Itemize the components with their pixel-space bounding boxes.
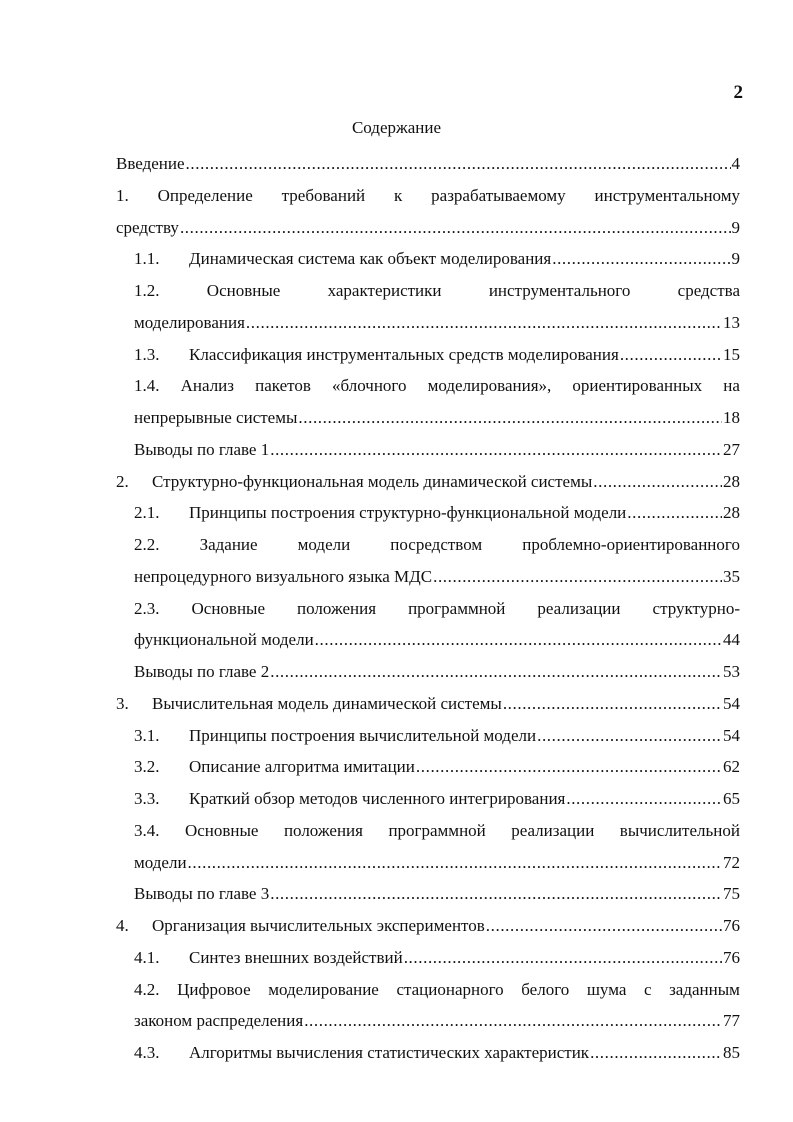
toc-word: стационарного	[396, 979, 504, 999]
dot-leader	[416, 751, 722, 783]
toc-page-number: 35	[723, 566, 740, 586]
toc-entry-section-4-1[interactable]	[116, 942, 740, 974]
toc-page-number: 85	[723, 1043, 740, 1062]
toc-section-number: 4.3.	[134, 1043, 160, 1062]
toc-word: к	[394, 185, 403, 205]
toc-entry-section-3-4-line-1[interactable]	[116, 815, 740, 847]
toc-word: с	[643, 979, 652, 999]
toc-section-number: 1.3.	[134, 344, 160, 364]
toc-entry-conclusions-3[interactable]	[116, 878, 740, 910]
toc-page-number: 65	[723, 789, 740, 808]
toc-entry-text: непрерывные системы	[134, 408, 298, 427]
toc-section-number: 2.	[116, 471, 129, 491]
page-number: 2	[733, 82, 743, 103]
dot-leader	[270, 434, 722, 466]
toc-section-number: 2.2.	[134, 535, 160, 554]
toc-page-number: 76	[723, 947, 740, 967]
toc-word: реализации	[537, 598, 621, 618]
dot-leader	[180, 212, 731, 244]
page-title: Содержание	[351, 118, 442, 137]
toc-word: положения	[297, 598, 377, 618]
toc-page-number: 77	[723, 1011, 740, 1031]
toc-word: требований	[281, 185, 366, 205]
toc-page-number: 9	[731, 217, 740, 237]
toc-entry-text: модели	[134, 852, 187, 872]
toc-entry-section-3-3[interactable]	[116, 783, 740, 815]
toc-word: разрабатываемому	[431, 185, 566, 205]
toc-entry-text: Структурно-функциональная модель динамической системы	[152, 471, 593, 491]
toc-entry-chapter-1-line-1[interactable]	[116, 180, 740, 212]
toc-entry-section-4-2-line-2[interactable]	[116, 1005, 740, 1037]
toc-word: программной	[408, 598, 506, 618]
toc-entry-conclusions-1[interactable]	[116, 434, 740, 466]
toc-word: положения	[283, 820, 363, 840]
toc-word: «блочного	[332, 376, 407, 396]
toc-word: средства	[677, 281, 740, 300]
toc-entry-section-3-4-line-2[interactable]	[116, 847, 740, 879]
toc-entry-text: Синтез внешних воздействий	[189, 947, 403, 967]
toc-word: проблемно-ориентированного	[522, 535, 740, 554]
toc-word: программной	[388, 820, 486, 840]
toc-word: Основные	[206, 281, 281, 300]
dot-leader	[404, 942, 722, 974]
toc-entry-text: Организация вычислительных экспериментов	[152, 916, 485, 935]
toc-entry-text: Выводы по главе 1	[134, 439, 270, 459]
toc-word: инструментального	[488, 281, 631, 300]
toc-section-number: 1.2.	[134, 281, 160, 300]
toc-entry-text: Алгоритмы вычисления статистических характеристик	[189, 1043, 590, 1062]
toc-entry-chapter-1-line-2[interactable]	[116, 212, 740, 244]
dot-leader	[566, 783, 722, 815]
toc-entry-chapter-3[interactable]	[116, 688, 740, 720]
toc-word: Основные	[184, 820, 259, 840]
toc-page-number: 62	[723, 757, 740, 777]
toc-entry-section-2-2-line-2[interactable]	[116, 561, 740, 593]
toc-word: на	[723, 376, 740, 396]
toc-word: Задание	[199, 535, 258, 554]
toc-entry-text: Принципы построения вычислительной модели	[189, 725, 537, 745]
toc-entry-text: функциональной модели	[134, 630, 314, 650]
toc-word: реализации	[511, 820, 595, 840]
toc-word: заданным	[669, 979, 740, 999]
toc-section-number: 2.3.	[134, 598, 160, 618]
toc-word: вычислительной	[619, 820, 740, 840]
toc-page-number: 75	[723, 884, 740, 904]
toc-entry-text: моделирования	[134, 312, 245, 332]
toc-word: модели	[297, 535, 351, 554]
toc-word: белого	[521, 979, 570, 999]
toc-section-number: 3.	[116, 693, 129, 713]
toc-entry-section-1-1[interactable]	[116, 243, 740, 275]
toc-entry-section-1-2-line-2[interactable]	[116, 307, 740, 339]
toc-entry-text: непроцедурного визуального языка МДС	[134, 566, 433, 586]
dot-leader	[590, 1037, 722, 1069]
dot-leader	[246, 307, 722, 339]
toc-entry-section-2-3-line-1[interactable]	[116, 593, 740, 625]
toc-entry-section-2-1[interactable]	[116, 497, 740, 529]
toc-section-number: 1.4.	[134, 376, 160, 396]
toc-word: посредством	[390, 535, 483, 554]
toc-entry-text: Выводы по главе 3	[134, 884, 270, 904]
toc-page-number: 18	[723, 408, 740, 427]
toc-page-number: 72	[723, 852, 740, 872]
toc-entry-section-3-1[interactable]	[116, 720, 740, 752]
toc-page-number: 15	[723, 344, 740, 364]
toc-entry-text: Краткий обзор методов численного интегрирования	[189, 789, 566, 808]
toc-word: пакетов	[255, 376, 311, 396]
dot-leader	[298, 402, 722, 434]
toc-entry-text: средству	[116, 217, 179, 237]
toc-entry-section-2-3-line-2[interactable]	[116, 624, 740, 656]
toc-page-number: 76	[723, 916, 740, 935]
dot-leader	[593, 466, 722, 498]
toc-entry-conclusions-2[interactable]	[116, 656, 740, 688]
toc-section-number: 3.3.	[134, 789, 160, 808]
toc-page-number: 28	[723, 503, 740, 523]
dot-leader	[186, 148, 731, 180]
dot-leader	[188, 847, 722, 879]
toc-entry-intro[interactable]	[116, 148, 740, 180]
toc-entry-section-2-2-line-1[interactable]	[116, 529, 740, 561]
toc-entry-text: законом распределения	[134, 1011, 304, 1031]
toc-entry-section-4-2-line-1[interactable]	[116, 974, 740, 1006]
toc-entry-section-4-3[interactable]	[116, 1037, 740, 1069]
toc-page-number: 54	[723, 725, 740, 745]
toc-word: шума	[586, 979, 627, 999]
toc-entry-text: Принципы построения структурно-функциональной модели	[189, 503, 627, 523]
toc-word: Цифровое	[177, 979, 251, 999]
toc-section-number: 4.	[116, 916, 129, 935]
toc-section-number: 4.2.	[134, 979, 160, 999]
toc-page-number: 54	[723, 693, 740, 713]
toc-entry-chapter-4[interactable]	[116, 910, 740, 942]
toc-word: моделирования»,	[427, 376, 552, 396]
toc-word: 1.	[116, 185, 129, 205]
dot-leader	[627, 497, 722, 529]
toc-section-number: 3.2.	[134, 757, 160, 777]
toc-word: Анализ	[180, 376, 234, 396]
dot-leader	[433, 561, 722, 593]
dot-leader	[503, 688, 722, 720]
dot-leader	[304, 1005, 722, 1037]
dot-leader	[486, 910, 722, 942]
toc-entry-section-3-2[interactable]	[116, 751, 740, 783]
toc-word: моделирование	[268, 979, 379, 999]
toc-page-number: 27	[723, 439, 740, 459]
toc-entry-text: Вычислительная модель динамической системы	[152, 693, 502, 713]
toc-page-number: 53	[723, 662, 740, 681]
toc-page-number: 13	[723, 312, 740, 332]
toc-entry-text: Динамическая система как объект моделирования	[189, 249, 552, 269]
dot-leader	[537, 720, 722, 752]
toc-word: структурно-	[652, 598, 740, 618]
toc-entry-section-1-3[interactable]	[116, 339, 740, 371]
toc-word: Определение	[157, 185, 253, 205]
dot-leader	[315, 624, 722, 656]
dot-leader	[270, 878, 722, 910]
dot-leader	[552, 243, 730, 275]
dot-leader	[270, 656, 722, 688]
toc-section-number: 1.1.	[134, 249, 160, 269]
toc-entry-text: Выводы по главе 2	[134, 662, 270, 681]
toc-entry-text: Описание алгоритма имитации	[189, 757, 415, 777]
dot-leader	[620, 339, 722, 371]
toc-section-number: 4.1.	[134, 947, 160, 967]
toc-entry-section-1-4-line-2[interactable]	[116, 402, 740, 434]
toc-section-number: 3.1.	[134, 725, 160, 745]
toc-page-number: 28	[723, 471, 740, 491]
toc-word: Основные	[191, 598, 266, 618]
toc-word: ориентированных	[572, 376, 703, 396]
toc-entry-section-1-2-line-1[interactable]	[116, 275, 740, 307]
toc-section-number: 2.1.	[134, 503, 160, 523]
toc-page-number: 9	[731, 249, 740, 269]
toc-entry-chapter-2[interactable]	[116, 466, 740, 498]
toc-page-number: 4	[731, 154, 740, 173]
toc-entry-text: Классификация инструментальных средств моделирования	[189, 344, 619, 364]
toc-entry-section-1-4-line-1[interactable]	[116, 370, 740, 402]
toc-section-number: 3.4.	[134, 820, 160, 840]
table-of-contents	[116, 148, 740, 1069]
toc-word: характеристики	[327, 281, 442, 300]
toc-entry-text: Введение	[116, 154, 185, 173]
toc-word: инструментальному	[594, 185, 740, 205]
toc-page-number: 44	[723, 630, 740, 650]
